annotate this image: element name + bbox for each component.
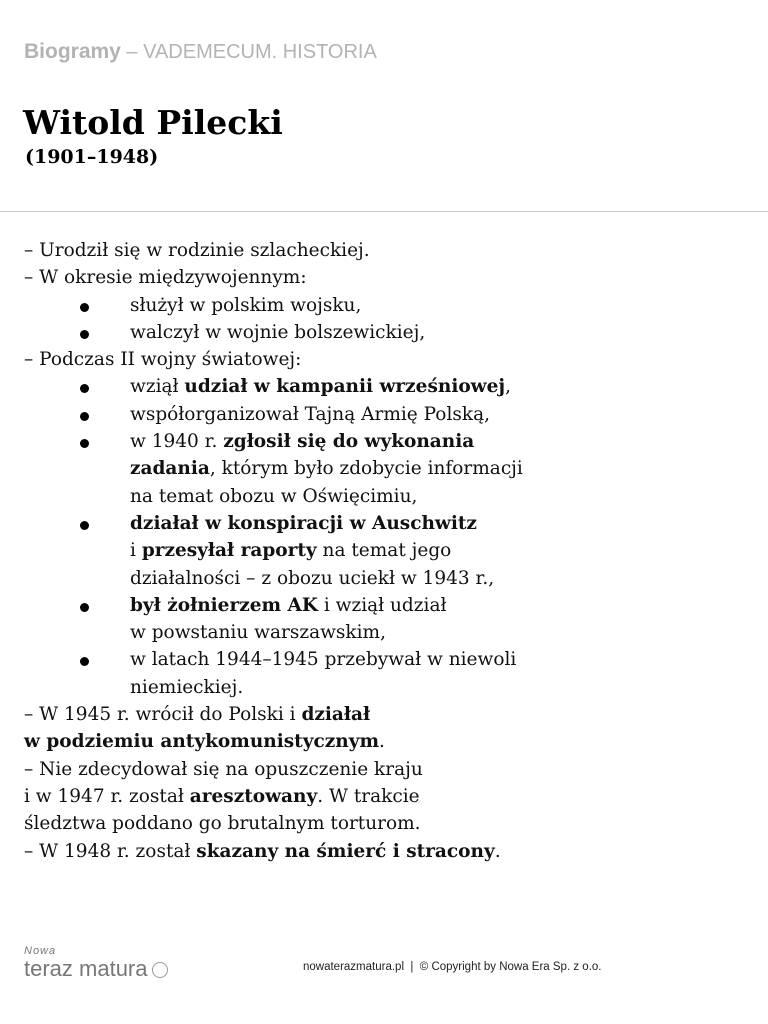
logo-main-text: teraz matura xyxy=(24,956,148,981)
bullet-icon xyxy=(80,412,89,421)
text-line xyxy=(24,701,744,728)
site-link[interactable]: nowaterazmatura.pl xyxy=(303,961,404,973)
text-segment: . W trakcie xyxy=(317,785,420,807)
list-item-text: i xyxy=(130,540,142,562)
list-item xyxy=(24,319,744,346)
bullet-icon xyxy=(80,384,89,393)
list-item-text: działalności – z obozu uciekł w 1943 r., xyxy=(130,567,495,589)
list-item-text: i wziął udział xyxy=(317,594,447,616)
list-item-text: wziął xyxy=(130,376,185,398)
text-line: – Podczas II wojny światowej: xyxy=(24,349,302,371)
logo-small-text: Nowa xyxy=(24,945,57,957)
text-segment: – W 1948 r. został xyxy=(24,840,197,862)
list-item-text: niemieckiej. xyxy=(130,676,244,698)
list-item-text: w powstaniu warszawskim, xyxy=(130,622,386,644)
list-item-continuation xyxy=(24,674,744,701)
document-header xyxy=(24,40,377,64)
bold-text: skazany na śmierć i stracony xyxy=(196,840,495,862)
text-segment: . xyxy=(379,731,385,753)
person-name: Witold Pilecki xyxy=(23,103,283,142)
header-divider xyxy=(0,211,768,212)
list-item xyxy=(24,510,744,537)
bold-text: aresztowany xyxy=(189,785,318,807)
text-segment: i w 1947 r. został xyxy=(24,785,190,807)
list-item-text: współorganizował Tajną Armię Polską, xyxy=(130,403,490,425)
list-item xyxy=(24,373,744,400)
text-segment: – W 1945 r. wrócił do Polski i xyxy=(24,704,302,726)
header-subtitle: – VADEMECUM. HISTORIA xyxy=(120,41,377,63)
person-years: (1901–1948) xyxy=(25,146,159,168)
list-item-text: na temat obozu w Oświęcimiu, xyxy=(130,485,418,507)
bold-text: działał xyxy=(301,704,371,726)
footer-info xyxy=(303,961,601,973)
bold-text: działał w konspiracji w Auschwitz xyxy=(130,512,477,534)
list-item-text: w 1940 r. xyxy=(130,431,224,453)
bullet-icon xyxy=(80,439,89,448)
bold-text: przesyłał raporty xyxy=(141,540,317,562)
bullet-icon xyxy=(80,603,89,612)
copyright-text: © Copyright by Nowa Era Sp. z o.o. xyxy=(419,961,602,973)
bold-text: był żołnierzem AK xyxy=(130,594,318,616)
list-item-continuation xyxy=(24,565,744,592)
lightbulb-icon xyxy=(152,962,168,978)
text-line: – Nie zdecydował się na opuszczenie kraju xyxy=(24,758,423,780)
bold-text: zgłosił się do wykonania xyxy=(223,431,475,453)
text-line: śledztwa poddano go brutalnym torturom. xyxy=(24,813,421,835)
list-item xyxy=(24,292,744,319)
list-item-text: , którym było zdobycie informacji xyxy=(209,458,523,480)
list-item xyxy=(24,428,744,455)
bullet-icon xyxy=(80,330,89,339)
bullet-icon xyxy=(80,657,89,666)
bold-text: w podziemiu antykomunistycznym xyxy=(24,731,380,753)
bold-text: zadania xyxy=(130,458,210,480)
list-item-text: , xyxy=(505,376,511,398)
bullet-icon xyxy=(80,521,89,530)
biography-content xyxy=(24,237,744,865)
list-item-text: służył w polskim wojsku, xyxy=(130,294,362,316)
list-item-continuation xyxy=(24,455,744,482)
list-item-continuation xyxy=(24,483,744,510)
text-line xyxy=(24,838,744,865)
list-item xyxy=(24,401,744,428)
text-line: – Urodził się w rodzinie szlacheckiej. xyxy=(24,240,370,261)
list-item xyxy=(24,592,744,619)
list-item-continuation xyxy=(24,537,744,564)
text-line xyxy=(24,783,744,810)
header-category: Biogramy xyxy=(24,40,121,63)
footer-separator: | xyxy=(410,961,414,973)
text-line xyxy=(24,728,744,755)
list-item-continuation xyxy=(24,619,744,646)
text-segment: . xyxy=(494,840,501,862)
list-item-text: w latach 1944–1945 przebywał w niewoli xyxy=(130,649,517,671)
bullet-icon xyxy=(80,303,89,312)
list-item-text: walczył w wojnie bolszewickiej, xyxy=(130,321,426,343)
text-line: – W okresie międzywojennym: xyxy=(24,267,307,289)
bold-text: udział w kampanii wrześniowej xyxy=(184,376,506,398)
list-item xyxy=(24,646,744,673)
publisher-logo xyxy=(24,946,168,981)
list-item-text: na temat jego xyxy=(316,540,452,562)
